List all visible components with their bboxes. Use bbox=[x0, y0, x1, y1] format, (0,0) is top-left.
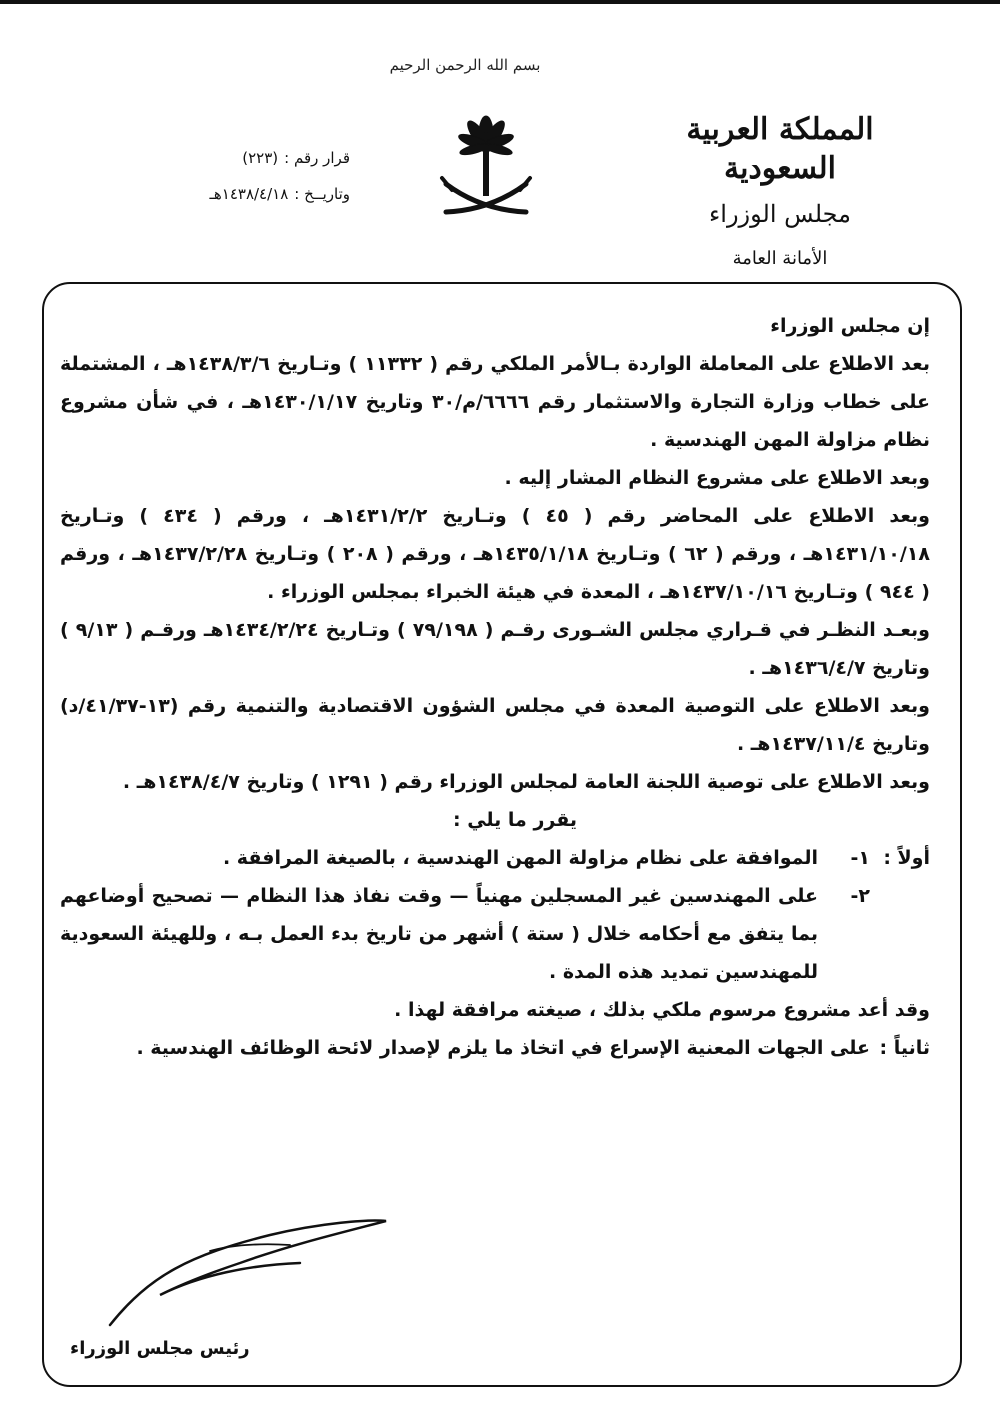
kingdom-name: المملكة العربية السعودية bbox=[686, 112, 874, 186]
paragraph-royal-order: بعد الاطلاع على المعاملة الواردة بـالأمر الملكي رقم ( ١١٣٣٢ ) وتـاريخ ١٤٣٨/٣/٦هـ ، المشتملة على خطاب وزارة التجارة والاستثمار رقم ٦٦٦٦/م/٣٠ وتاريخ ١٤٣٠/١/١٧هـ ، في شأن مشروع نظام مزاولة المهن الهندسية . bbox=[60, 353, 931, 451]
item-2-text: على المهندسين غير المسجلين مهنياً — وقت نفاذ هذا النظام — تصحيح أوضاعهم بما يتفق مع أحكامه خلال ( ستة ) أشهر من تاريخ بدء العمل بـه ، وللهيئة السعودية للمهندسين تمديد هذه المدة . bbox=[60, 885, 818, 983]
saudi-emblem-icon bbox=[436, 112, 536, 224]
decision-number: (٢٢٣) bbox=[242, 149, 279, 167]
paragraph-general-committee: وبعد الاطلاع على توصية اللجنة العامة لمجلس الوزراء رقم ( ١٢٩١ ) وتاريخ ١٤٣٨/٤/٧هـ . bbox=[122, 771, 930, 793]
council-name: مجلس الوزراء bbox=[708, 200, 852, 228]
basmala: بسم الله الرحمن الرحيم bbox=[389, 56, 541, 74]
decision-date: ١٤٣٨/٤/١٨هـ bbox=[209, 185, 289, 203]
resolves-heading: يقرر ما يلي : bbox=[452, 809, 578, 831]
item-1-number: ١- bbox=[850, 847, 870, 869]
clause-first-label: أولاً : bbox=[883, 847, 930, 869]
decision-reference bbox=[120, 140, 350, 212]
opening-line: إن مجلس الوزراء bbox=[770, 315, 930, 337]
top-border-line bbox=[0, 0, 1000, 4]
paragraph-minutes: وبعد الاطلاع على المحاضر رقم ( ٤٥ ) وتـاريخ ١٤٣١/٢/٢هـ ، ورقم ( ٤٣٤ ) وتـاريخ ١٤٣١/١٠/١٨هـ ، ورقم ( ٦٢ ) وتـاريخ ١٤٣٥/١/١٨هـ ، ورقم ( ٢٠٨ ) وتـاريخ ١٤٣٧/٢/٢٨هـ ، ورقم ( ٩٤٤ ) وتـاريخ ١٤٣٧/١٠/١٦هـ ، المعدة في هيئة الخبراء بمجلس الوزراء . bbox=[60, 505, 930, 603]
signer-title: رئيس مجلس الوزراء bbox=[70, 1338, 250, 1359]
decision-date-label: وتاريــخ : bbox=[294, 185, 350, 203]
paragraph-economic-council: وبعد الاطلاع على التوصية المعدة في مجلس الشؤون الاقتصادية والتنمية رقم (١٣-٤١/٣٧/د) وتاريخ ١٤٣٧/١١/٤هـ . bbox=[60, 695, 930, 755]
secretariat-name: الأمانة العامة bbox=[732, 248, 828, 269]
handwritten-signature bbox=[90, 1215, 390, 1335]
decision-number-label: قرار رقم : bbox=[284, 149, 350, 167]
paragraph-draft-review: وبعد الاطلاع على مشروع النظام المشار إليه . bbox=[504, 467, 930, 489]
clause-first-item-1 bbox=[60, 839, 930, 877]
item-2-number: ٢- bbox=[850, 885, 870, 907]
paragraph-shura: وبعـد النظـر في قـراري مجلس الشـورى رقـم ( ٧٩/١٩٨ ) وتـاريخ ١٤٣٤/٢/٢٤هـ ورقـم ( ٩/١٣ ) وتاريخ ١٤٣٦/٤/٧هـ . bbox=[60, 619, 930, 679]
clause-second-label: ثانياً : bbox=[879, 1037, 930, 1059]
clause-first-item-2 bbox=[60, 877, 930, 991]
royal-decree-note: وقد أعد مشروع مرسوم ملكي بذلك ، صيغته مرافقة لهذا . bbox=[394, 999, 930, 1021]
clause-second bbox=[60, 1029, 930, 1067]
item-1-text: الموافقة على نظام مزاولة المهن الهندسية ، بالصيغة المرافقة . bbox=[222, 847, 818, 869]
letterhead bbox=[630, 110, 930, 269]
decision-body bbox=[60, 307, 930, 1067]
clause-second-text: على الجهات المعنية الإسراع في اتخاذ ما يلزم لإصدار لائحة الوظائف الهندسية . bbox=[136, 1037, 870, 1059]
